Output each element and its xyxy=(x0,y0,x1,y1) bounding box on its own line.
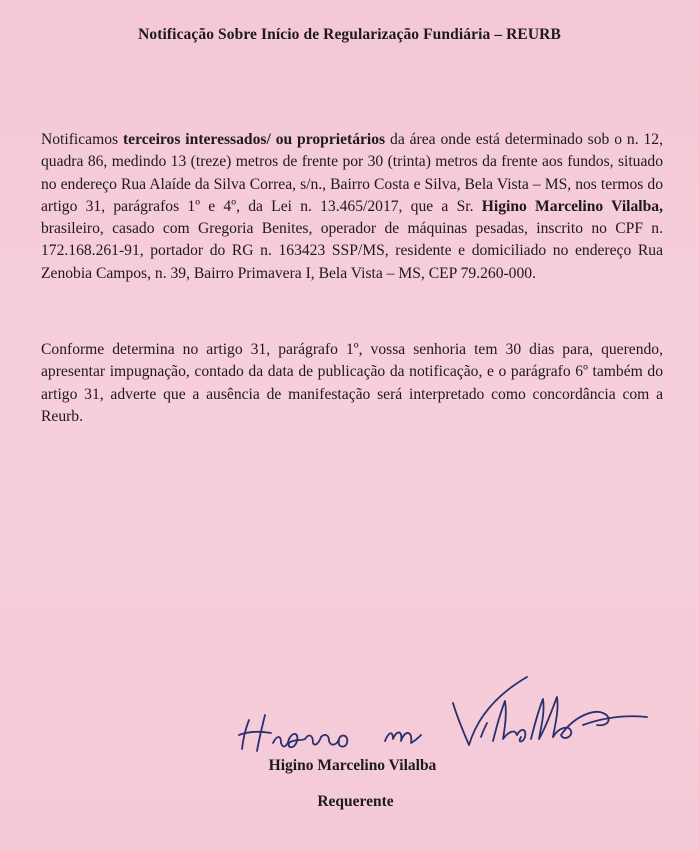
deadline-paragraph: Conforme determina no artigo 31, parágrafo 1º, vossa senhoria tem 30 dias para, querendo, apresentar impugnação, contado da data de publicação da notificação, e o parágrafo 6º também do artigo 31, adverte que a ausência de manifestação será interpretado como concordância com a Reurb. xyxy=(41,341,663,425)
signer-name: Higino Marcelino Vilalba xyxy=(268,757,437,774)
notification-paragraph xyxy=(41,129,663,285)
signer-role: Requerente xyxy=(317,793,394,810)
paragraph-text: da área onde está determinado sob o n. 12, quadra 86, medindo 13 (treze) metros de frente por 30 (trinta) metros da frente aos fundos, situado no endereço Rua Alaíde da Silva Correa, s/n., Bairro Costa e Silva, Bela Vista – MS, nos termos do artigo 31, parágrafos 1º e 4º, da Lei n. 13.465/2017, que a Sr. xyxy=(41,131,663,215)
handwritten-signature xyxy=(235,665,655,765)
document-title: Notificação Sobre Início de Regularização Fundiária – REURB xyxy=(138,26,561,43)
paragraph-text: brasileiro, casado com Gregoria Benites, operador de máquinas pesadas, inscrito no CPF n. 172.168.261-91, portador do RG n. 163423 SSP/MS, residente e domiciliado no endereço Rua Zenobia Campos, n. 39, Bairro Primavera I, Bela Vista – MS, CEP 79.260-000. xyxy=(41,220,663,282)
applicant-name-bold: Higino Marcelino Vilalba, xyxy=(481,197,663,215)
paragraph-bold-text: terceiros interessados/ ou proprietários xyxy=(122,131,386,148)
paragraph-text: Notificamos xyxy=(41,131,123,148)
